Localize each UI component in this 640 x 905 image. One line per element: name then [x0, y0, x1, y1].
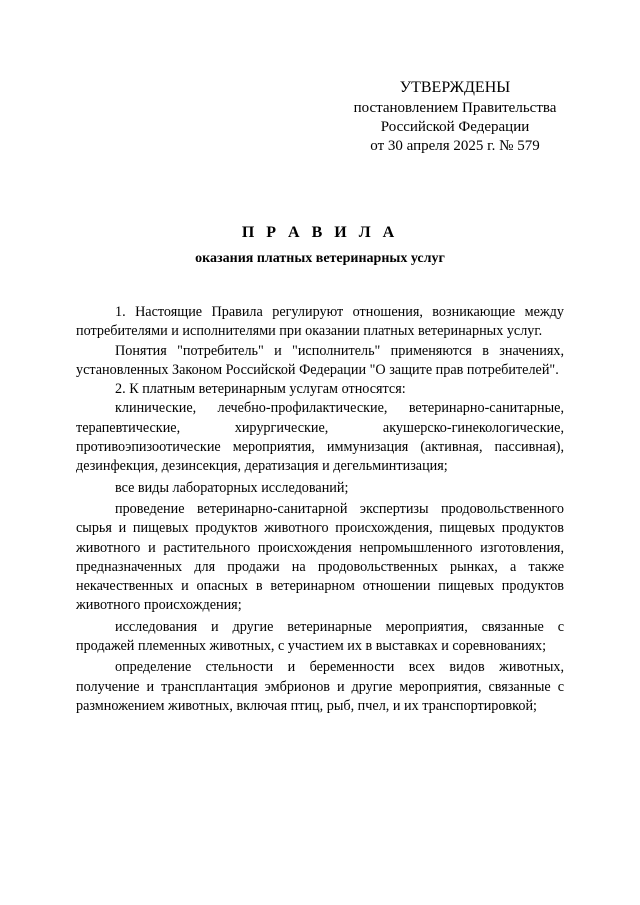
document-body: [76, 303, 564, 716]
approval-line-1: постановлением Правительства: [353, 100, 557, 116]
paragraph-3: 2. К платным ветеринарным услугам относятся:: [115, 381, 406, 398]
document-title: П Р А В И Л А: [241, 224, 399, 241]
paragraph-5: все виды лабораторных исследований;: [115, 479, 349, 496]
paragraph-8: определение стельности и беременности всех видов животных, получение и трансплантация эмбрионов и другие мероприятия, связанные с размножением животных, включая птиц, рыб, пчел, и их транспортировкой;: [76, 659, 564, 714]
approval-block: [300, 78, 610, 156]
paragraph-2: Понятия "потребитель" и "исполнитель" применяются в значениях, установленных Законом Российской Федерации "О защите прав потребителей".: [76, 342, 564, 378]
paragraph-4: клинические, лечебно-профилактические, ветеринарно-санитарные, терапевтические, хирургические, акушерско-гинекологические, противоэпизоотические мероприятия, иммунизация (активная, пассивная), дезинфекция, дезинсекция, дератизация и дегельминтизация;: [76, 400, 564, 475]
paragraph-6: проведение ветеринарно-санитарной экспертизы продовольственного сырья и пищевых продуктов животного происхождения, пищевых продуктов животного и растительного происхождения непромышленного изготовления, предназначенных для продажи на продовольственных рынках, а также некачественных и опасных в ветеринарном отношении пищевых продуктов животного происхождения;: [76, 500, 564, 614]
approval-heading: УТВЕРЖДЕНЫ: [399, 79, 511, 96]
approval-line-2: Российской Федерации: [380, 119, 530, 135]
paragraph-7: исследования и другие ветеринарные мероприятия, связанные с продажей племенных животных, с участием их в выставках и соревнованиях;: [76, 618, 564, 655]
document-subtitle: оказания платных ветеринарных услуг: [195, 251, 445, 266]
approval-line-3: от 30 апреля 2025 г. № 579: [370, 138, 540, 154]
paragraph-1: 1. Настоящие Правила регулируют отношения, возникающие между потребителями и исполнителями при оказании платных ветеринарных услуг.: [76, 304, 564, 340]
